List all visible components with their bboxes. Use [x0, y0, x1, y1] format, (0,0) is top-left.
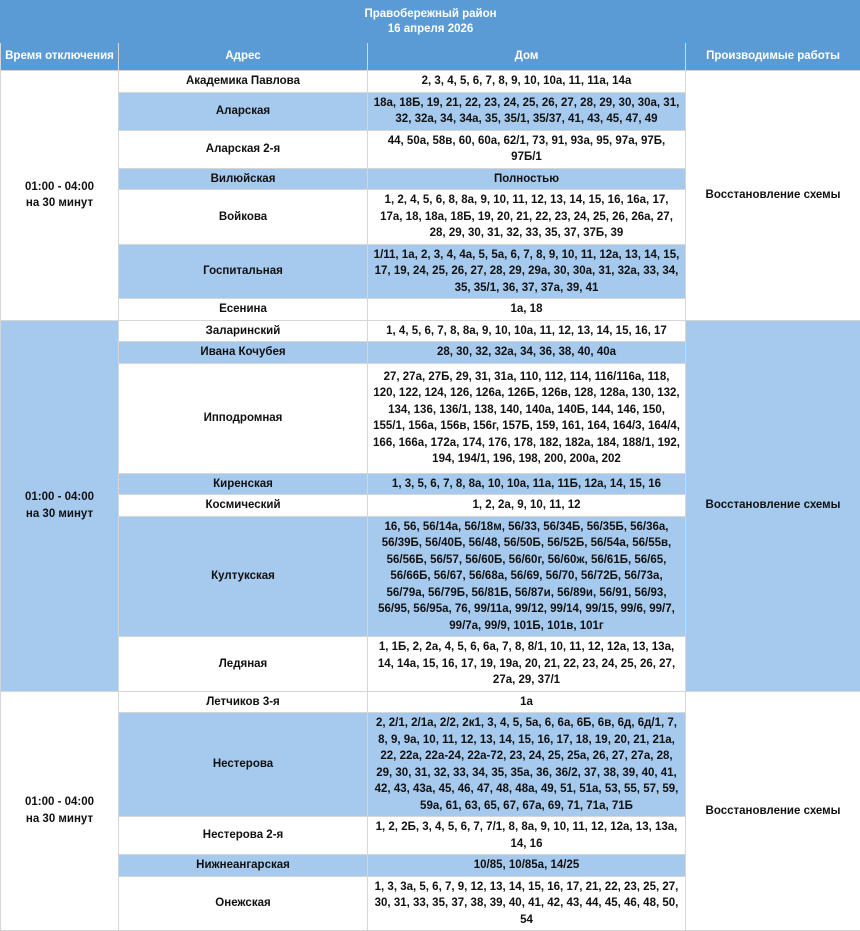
houses-cell: 1/11, 1а, 2, 3, 4, 4а, 5, 5а, 6, 7, 8, 9, 10, 11, 12а, 13, 14, 15, 17, 19, 24, 25, 26, 27, 28, 29, 29а, 30, 30а, 31, 32а, 33, 34, 35, 35/1, 36, 37, 37а, 39, 41	[368, 244, 686, 299]
table-body	[1, 71, 860, 931]
address-cell: Космический	[119, 495, 368, 517]
address-cell: Есенина	[119, 299, 368, 321]
outage-time-range: 01:00 - 04:00	[5, 489, 114, 506]
houses-cell: 1, 2, 2Б, 3, 4, 5, 6, 7, 7/1, 8, 8а, 9, 10, 11, 12, 12а, 13, 13а, 14, 16	[368, 817, 686, 855]
address-cell: Онежская	[119, 876, 368, 931]
houses-cell: 44, 50а, 58в, 60, 60а, 62/1, 73, 91, 93а, 95, 97а, 97Б, 97Б/1	[368, 130, 686, 168]
outage-time-range: 01:00 - 04:00	[5, 179, 114, 196]
address-cell: Госпитальная	[119, 244, 368, 299]
houses-cell: 2, 2/1, 2/1а, 2/2, 2к1, 3, 4, 5, 5а, 6, 6а, 6Б, 6в, 6д, 6д/1, 7, 8, 9, 9а, 10, 11, 12, 13, 14, 15, 16, 17, 18, 19, 20, 21, 21а, 22, 22а, 22а-24, 22а-72, 23, 24, 25, 25а, 26, 27, 27а, 28, 29, 30, 31, 32, 33, 34, 35, 35а, 36, 36/2, 37, 38, 39, 40, 41, 42, 43, 43а, 45, 46, 47, 48, 48а, 49, 51, 51а, 53, 55, 57, 59, 59а, 61, 63, 65, 67, 67а, 69, 71, 71а, 71Б	[368, 713, 686, 817]
outage-time-cell	[1, 320, 119, 691]
outage-duration: на 30 минут	[5, 811, 114, 828]
address-cell: Академика Павлова	[119, 71, 368, 93]
district-title: Правобережный район	[5, 7, 856, 22]
houses-cell: 1, 1Б, 2, 2а, 4, 5, 6, 6а, 7, 8, 8/1, 10, 11, 12, 12а, 13, 13а, 14, 14а, 15, 16, 17, 19, 19а, 20, 21, 22, 23, 24, 25, 26, 27, 27а, 29, 37/1	[368, 637, 686, 692]
outage-duration: на 30 минут	[5, 506, 114, 523]
address-cell: Аларская	[119, 92, 368, 130]
houses-cell: 27, 27а, 27Б, 29, 31, 31а, 110, 112, 114, 116/116а, 118, 120, 122, 124, 126, 126а, 126Б, 126в, 128, 128а, 130, 132, 134, 136, 136/1, 138, 140, 140а, 140Б, 144, 146, 150, 155/1, 156а, 156в, 156г, 157Б, 159, 161, 164, 164/3, 164/4, 166, 166а, 172а, 174, 176, 178, 182, 182а, 184, 188/1, 192, 194, 194/1, 196, 198, 200, 200а, 202	[368, 363, 686, 473]
address-cell: Нестерова 2-я	[119, 817, 368, 855]
houses-cell: 2, 3, 4, 5, 6, 7, 8, 9, 10, 10а, 11, 11а, 14а	[368, 71, 686, 93]
outage-date: 16 апреля 2026	[5, 22, 856, 37]
column-header-time: Время отключения	[1, 43, 119, 71]
column-header-works: Производимые работы	[686, 43, 860, 71]
works-cell: Восстановление схемы	[686, 71, 860, 321]
address-cell: Ипподромная	[119, 363, 368, 473]
table-row	[1, 71, 860, 93]
column-header-house: Дом	[368, 43, 686, 71]
column-header-address: Адрес	[119, 43, 368, 71]
address-cell: Ледяная	[119, 637, 368, 692]
houses-cell: 1а	[368, 691, 686, 713]
address-cell: Киренская	[119, 473, 368, 495]
houses-cell: 1, 2, 2а, 9, 10, 11, 12	[368, 495, 686, 517]
outage-time-range: 01:00 - 04:00	[5, 794, 114, 811]
address-cell: Заларинский	[119, 320, 368, 342]
houses-cell: 1а, 18	[368, 299, 686, 321]
houses-cell: 18а, 18Б, 19, 21, 22, 23, 24, 25, 26, 27, 28, 29, 30, 30а, 31, 32, 32а, 34, 34а, 35, 35/1, 35/37, 41, 43, 45, 47, 49	[368, 92, 686, 130]
outage-time-cell	[1, 691, 119, 931]
table-row	[1, 320, 860, 342]
address-cell: Вилюйская	[119, 168, 368, 190]
houses-cell: 1, 3, 3а, 5, 6, 7, 9, 12, 13, 14, 15, 16, 17, 21, 22, 23, 25, 27, 30, 31, 33, 35, 37, 38, 39, 40, 41, 42, 43, 44, 45, 46, 48, 50, 54	[368, 876, 686, 931]
houses-cell: 1, 2, 4, 5, 6, 8, 8а, 9, 10, 11, 12, 13, 14, 15, 16, 16а, 17, 17а, 18, 18а, 18Б, 19, 20, 21, 22, 23, 24, 25, 26, 26а, 27, 28, 29, 30, 31, 32, 33, 35, 37, 37Б, 39	[368, 190, 686, 245]
address-cell: Ивана Кочубея	[119, 342, 368, 364]
outage-duration: на 30 минут	[5, 195, 114, 212]
address-cell: Летчиков 3-я	[119, 691, 368, 713]
houses-cell: 16, 56, 56/14а, 56/18м, 56/33, 56/34Б, 56/35Б, 56/36а, 56/39Б, 56/40Б, 56/48, 56/50Б, 56/52Б, 56/54а, 56/55в, 56/56Б, 56/57, 56/60Б, 56/60г, 56/60ж, 56/61Б, 56/65, 56/66Б, 56/67, 56/68а, 56/69, 56/70, 56/72Б, 56/73а, 56/79а, 56/79Б, 56/81Б, 56/87и, 56/89и, 56/91, 56/93, 56/95, 56/95а, 76, 99/11а, 99/12, 99/14, 99/15, 99/6, 99/7, 99/7а, 99/9, 101Б, 101в, 101г	[368, 516, 686, 637]
outage-time-cell	[1, 71, 119, 321]
address-cell: Нестерова	[119, 713, 368, 817]
address-cell: Нижнеангарская	[119, 855, 368, 877]
houses-cell: 10/85, 10/85а, 14/25	[368, 855, 686, 877]
houses-cell: 1, 3, 5, 6, 7, 8, 8а, 10, 10а, 11а, 11Б, 12а, 14, 15, 16	[368, 473, 686, 495]
works-cell: Восстановление схемы	[686, 691, 860, 931]
houses-cell: 28, 30, 32, 32а, 34, 36, 38, 40, 40а	[368, 342, 686, 364]
column-header-row	[1, 43, 860, 71]
works-cell: Восстановление схемы	[686, 320, 860, 691]
houses-cell: Полностью	[368, 168, 686, 190]
address-cell: Войкова	[119, 190, 368, 245]
title-row	[1, 1, 860, 43]
address-cell: Култукская	[119, 516, 368, 637]
address-cell: Аларская 2-я	[119, 130, 368, 168]
houses-cell: 1, 4, 5, 6, 7, 8, 8а, 9, 10, 10а, 11, 12, 13, 14, 15, 16, 17	[368, 320, 686, 342]
table-row	[1, 691, 860, 713]
table-title	[1, 1, 860, 43]
